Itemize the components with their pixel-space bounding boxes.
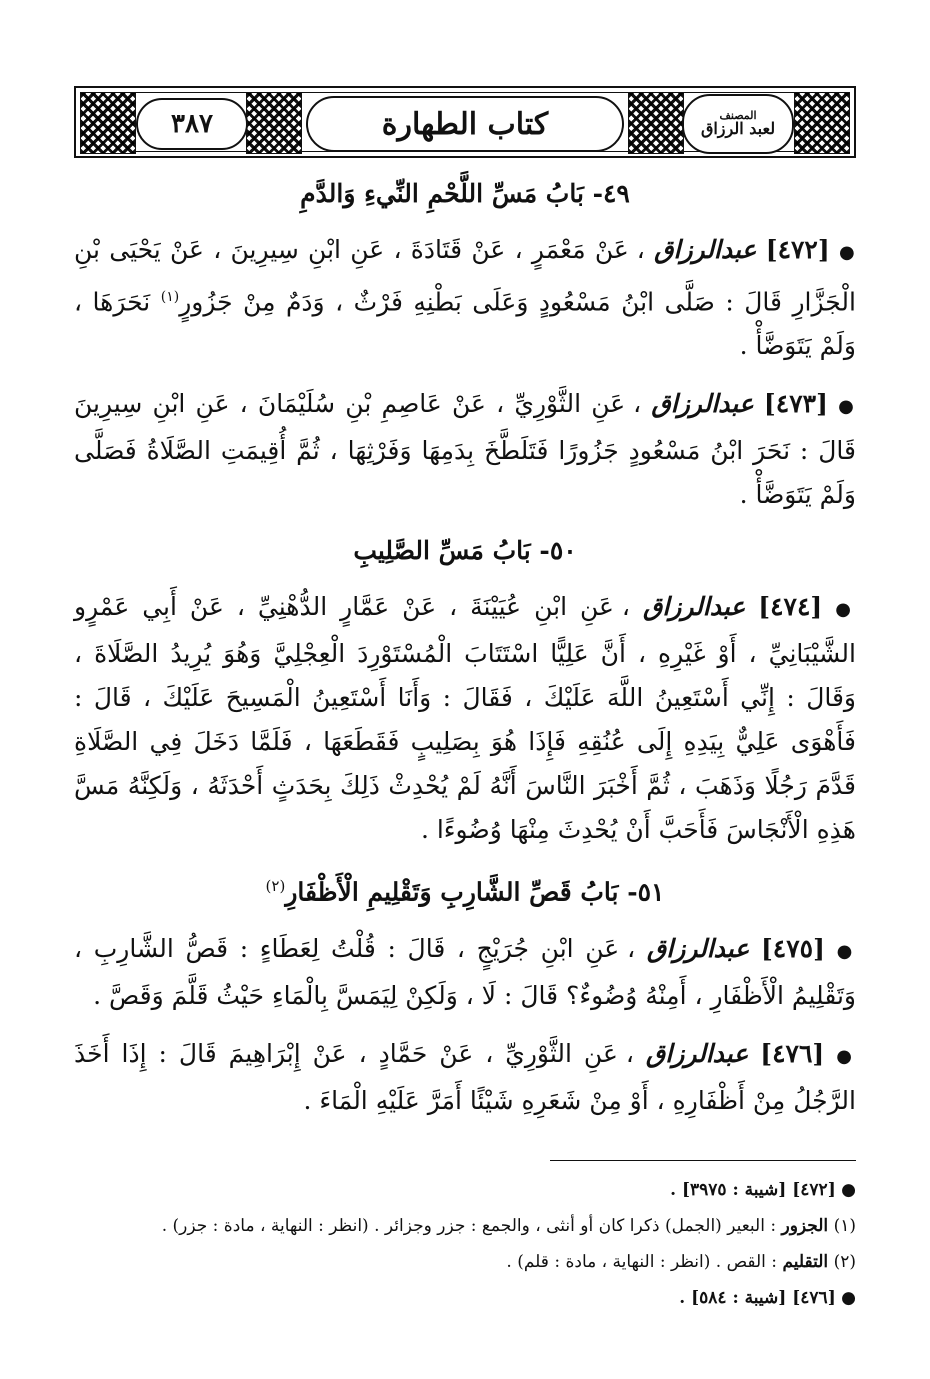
- footnote-number: (١): [833, 1216, 856, 1236]
- logo-line-2: لعبد الرزاق: [700, 119, 776, 139]
- footnote-marker: (١): [160, 289, 180, 305]
- hadith-author: عبدالرزاق: [651, 389, 754, 419]
- bullet-icon: ●: [838, 242, 857, 263]
- footnotes: [74, 1172, 856, 1316]
- hadith-text: ، عَنِ ابْنِ عُيَيْنَةَ ، عَنْ عَمَّارٍ الدُّهْنِيِّ ، عَنْ أَبِي عَمْرٍو الشَّيْبَانِيِّ ، أَوْ غَيْرِهِ ، أَنَّ عَلِيًّا اسْتَتَابَ الْمُسْتَوْرِدَ الْعِجْلِيَّ وَهُوَ يُرِيدُ الصَّلَاةَ ، وَقَالَ : إِنِّي أَسْتَعِينُ اللَّهَ عَلَيْكَ ، فَقَالَ : وَأَنَا أَسْتَعِينُ الْمَسِيحَ عَلَيْكَ ، قَالَ : فَأَهْوَى عَلِيٌّ بِيَدِهِ إِلَى عُنُقِهِ فَإِذَا هُوَ بِصَلِيبٍ فَقَطَعَهَا ، فَلَمَّا دَخَلَ فِي الصَّلَاةِ قَدَّمَ رَجُلًا وَذَهَبَ ، ثُمَّ أَخْبَرَ النَّاسَ أَنَّهُ لَمْ يُحْدِثْ ذَلِكَ بِحَدَثٍ أَحْدَثَهُ ، وَلَكِنَّهُ مَسَّ هَذِهِ الْأَنْجَاسَ فَأَحَبَّ أَنْ يُحْدِثَ مِنْهَا وُضُوءًا .: [74, 592, 856, 845]
- footnote-text: : البعير (الجمل) ذكرا كان أو أنثى ، والجمع : جزر وجزائر . (انظر : النهاية ، مادة : جزر) .: [161, 1216, 777, 1236]
- page-body: [74, 174, 856, 1137]
- footnote: [74, 1208, 856, 1244]
- hadith-text: ، عَنِ الثَّوْرِيِّ ، عَنْ عَاصِمِ بْنِ سُلَيْمَانَ ، عَنِ ابْنِ سِيرِينَ قَالَ : نَحَرَ ابْنُ مَسْعُودٍ جَزُورًا فَتَلَطَّخَ بِدَمِهَا وَفَرْثِهَا ، ثُمَّ أُقِيمَتِ الصَّلَاةُ فَصَلَّى وَلَمْ يَتَوَضَّأْ .: [74, 389, 856, 510]
- hadith-entry: [74, 585, 856, 852]
- hadith-author: عبدالرزاق: [645, 1038, 749, 1068]
- book-title: كتاب الطهارة: [306, 96, 624, 152]
- page-number: ٣٨٧: [136, 98, 248, 150]
- hadith-entry: [74, 927, 856, 1018]
- bullet-icon: ●: [841, 1288, 856, 1308]
- footnote-separator: [550, 1160, 856, 1161]
- hadith-number: [٤٧٢]: [765, 235, 830, 264]
- hadith-number: [٤٧٥]: [760, 933, 825, 963]
- footnote-text: : القص . (انظر : النهاية ، مادة : قلم) .: [506, 1252, 778, 1272]
- chapter-heading: ٤٩- بَابُ مَسِّ اللَّحْمِ النِّيءِ وَالدَّمِ: [300, 179, 630, 208]
- ornament-icon: [80, 92, 136, 154]
- ornament-icon: [246, 92, 302, 154]
- hadith-entry: [74, 382, 856, 517]
- bullet-icon: ●: [836, 1045, 856, 1067]
- source-reference-text: [٤٧٢] [شيبة : ٣٩٧٥] .: [670, 1180, 836, 1200]
- logo-line-1: المصنف: [719, 108, 757, 122]
- hadith-text: ، عَنِ الثَّوْرِيِّ ، عَنْ حَمَّادٍ ، عَنْ إِبْرَاهِيمَ قَالَ : إِذَا أَخَذَ الرَّجُلُ مِنْ أَظْفَارِهِ ، أَوْ مِنْ شَعَرِهِ شَيْئًا أَمَرَّ عَلَيْهِ الْمَاءَ .: [74, 1038, 856, 1115]
- book-logo: [682, 94, 794, 154]
- chapter-heading: [74, 866, 856, 912]
- bullet-icon: ●: [841, 1180, 856, 1200]
- bullet-icon: ●: [836, 940, 857, 962]
- footnote: [74, 1244, 856, 1280]
- footnote-number: (٢): [833, 1252, 856, 1272]
- chapter-heading-text: ٥١- بَابُ قَصِّ الشَّارِبِ وَتَقْلِيمِ الْأَظْفَارِ: [285, 877, 665, 907]
- page-header: [74, 86, 856, 158]
- hadith-text: ، عَنْ مَعْمَرٍ ، عَنْ قَتَادَةَ ، عَنِ ابْنِ سِيرِينَ ، عَنْ يَحْيَى بْنِ الْجَزَّارِ قَالَ : صَلَّى ابْنُ مَسْعُودٍ وَعَلَى بَطْنِهِ فَرْثٌ ، وَدَمٌ مِنْ جَزُورٍ: [74, 235, 856, 317]
- hadith-number: [٤٧٤]: [758, 592, 823, 622]
- hadith-author: عبدالرزاق: [654, 235, 757, 264]
- footnote-term: الجزور: [781, 1216, 829, 1236]
- ornament-icon: [794, 92, 850, 154]
- footnote-term: التقليم: [782, 1252, 829, 1272]
- hadith-number: [٤٧٦]: [760, 1038, 825, 1068]
- source-reference-text: [٤٧٦] [شيبة : ٥٨٤] .: [679, 1288, 836, 1308]
- chapter-heading: ٥٠- بَابُ مَسِّ الصَّلِيبِ: [353, 536, 577, 566]
- bullet-icon: ●: [835, 599, 856, 621]
- source-reference: [74, 1280, 856, 1316]
- hadith-entry: [74, 1032, 856, 1123]
- hadith-text: ، عَنِ ابْنِ جُرَيْجٍ ، قَالَ : قُلْتُ لِعَطَاءٍ : قَصُّ الشَّارِبِ ، وَتَقْلِيمُ الْأَظْفَارِ ، أَمِنْهُ وُضُوءٌ؟ قَالَ : لَا ، وَلَكِنْ لِيَمَسَّ بِالْمَاءِ حَيْثُ قَلَّمَ وَقَصَّ .: [74, 933, 856, 1010]
- hadith-author: عبدالرزاق: [646, 933, 750, 963]
- source-reference: [74, 1172, 856, 1208]
- footnote-marker: (٢): [265, 877, 286, 896]
- hadith-author: عبدالرزاق: [642, 592, 746, 622]
- hadith-number: [٤٧٣]: [763, 389, 828, 419]
- hadith-text-cont: نَحَرَهَا ، وَلَمْ يَتَوَضَّأْ .: [74, 287, 856, 361]
- ornament-icon: [628, 92, 684, 154]
- hadith-entry: [74, 228, 856, 368]
- bullet-icon: ●: [838, 396, 857, 418]
